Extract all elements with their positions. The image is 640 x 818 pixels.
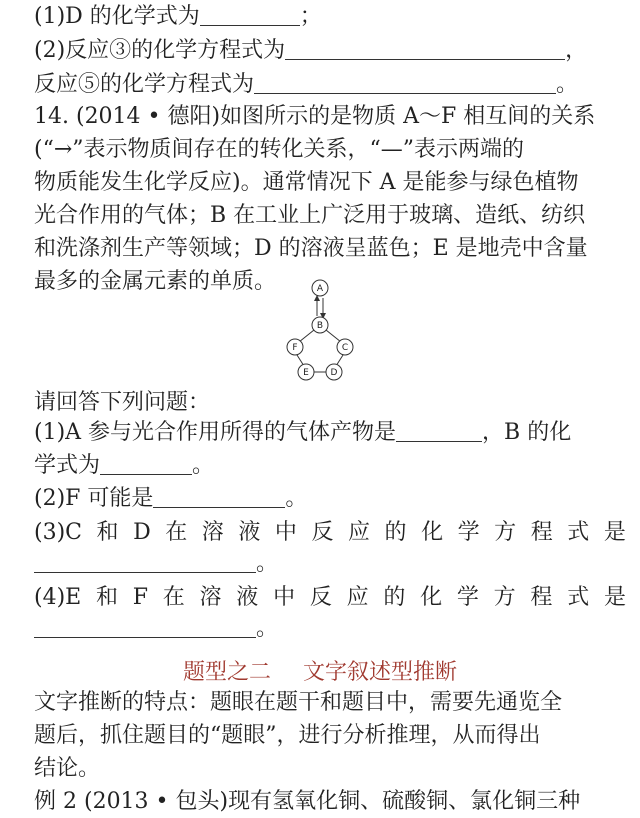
node-f-label: F	[292, 343, 298, 353]
answer-blank[interactable]	[200, 3, 300, 26]
q13-part3: 反应⑤的化学方程式为 。	[34, 72, 579, 97]
q14-part1-label: (1)A 参与光合作用所得的气体产物是	[34, 420, 397, 445]
q14-part4-cont: 。	[34, 614, 626, 644]
node-d-label: D	[330, 368, 338, 378]
q14-part2: (2)F 可能是 。	[34, 486, 308, 511]
q14-intro-line: (“→”表示物质间存在的转化关系，“—”表示两端的	[34, 137, 525, 162]
q14-intro-line: 最多的金属元素的单质。	[34, 269, 277, 294]
q14-part4: (4)E 和 F 在 溶 液 中 反 应 的 化 学 方 程 式 是	[34, 585, 626, 610]
q14-part1-cont: 学式为 。	[34, 453, 215, 478]
answer-blank[interactable]	[254, 71, 556, 94]
section-heading	[0, 658, 640, 688]
q14-intro-line: 和洗涤剂生产等领域；D 的溶液呈蓝色；E 是地壳中含量	[34, 236, 588, 261]
q14-intro-line: 物质能发生化学反应)。通常情况下 A 是能参与绿色植物	[34, 170, 579, 195]
body-line: 文字推断的特点：题眼在题干和题目中，需要先通览全	[34, 690, 563, 715]
node-e-label: E	[303, 368, 309, 378]
q14-prompt: 请回答下列问题：	[34, 390, 211, 415]
edge-b-c	[326, 330, 341, 342]
section-heading-topic: 文字叙述型推断	[303, 660, 458, 685]
q13-part1-label: (1)D 的化学式为	[34, 4, 200, 29]
edge-b-f	[299, 330, 314, 342]
answer-blank[interactable]	[285, 37, 565, 60]
q13-part3-label: 反应⑤的化学方程式为	[34, 72, 255, 97]
answer-blank[interactable]	[34, 550, 256, 573]
q14-intro-line: 光合作用的气体；B 在工业上广泛用于玻璃、造纸、纺织	[34, 203, 586, 228]
node-a-label: A	[316, 284, 324, 294]
body-line: 例 2 (2013 • 包头)现有氢氧化铜、硫酸铜、氯化铜三种	[34, 789, 581, 814]
body-line: 题后，抓住题目的“题眼”，进行分析推理，从而得出	[34, 723, 541, 748]
q13-part2: (2)反应③的化学方程式为 ，	[34, 38, 588, 63]
answer-blank[interactable]	[34, 615, 256, 638]
q14-part3-cont: 。	[34, 549, 626, 579]
node-b-label: B	[316, 321, 324, 331]
q13-part2-label: (2)反应③的化学方程式为	[34, 38, 286, 63]
section-heading-label: 题型之二	[182, 660, 271, 685]
body-line: 结论。	[34, 756, 101, 781]
q14-part1: (1)A 参与光合作用所得的气体产物是 ，B 的化	[34, 420, 572, 445]
q14-intro-line: 14. (2014 • 德阳)如图所示的是物质 A～F 相互间的关系	[34, 104, 596, 129]
q14-part3: (3)C 和 D 在 溶 液 中 反 应 的 化 学 方 程 式 是	[34, 520, 626, 545]
answer-blank[interactable]	[100, 452, 192, 475]
q13-part1: (1)D 的化学式为 ；	[34, 4, 322, 29]
q14-part2-label: (2)F 可能是	[34, 486, 154, 511]
answer-blank[interactable]	[396, 419, 482, 442]
answer-blank[interactable]	[153, 485, 285, 508]
relationship-diagram	[270, 276, 370, 386]
node-c-label: C	[341, 343, 349, 353]
